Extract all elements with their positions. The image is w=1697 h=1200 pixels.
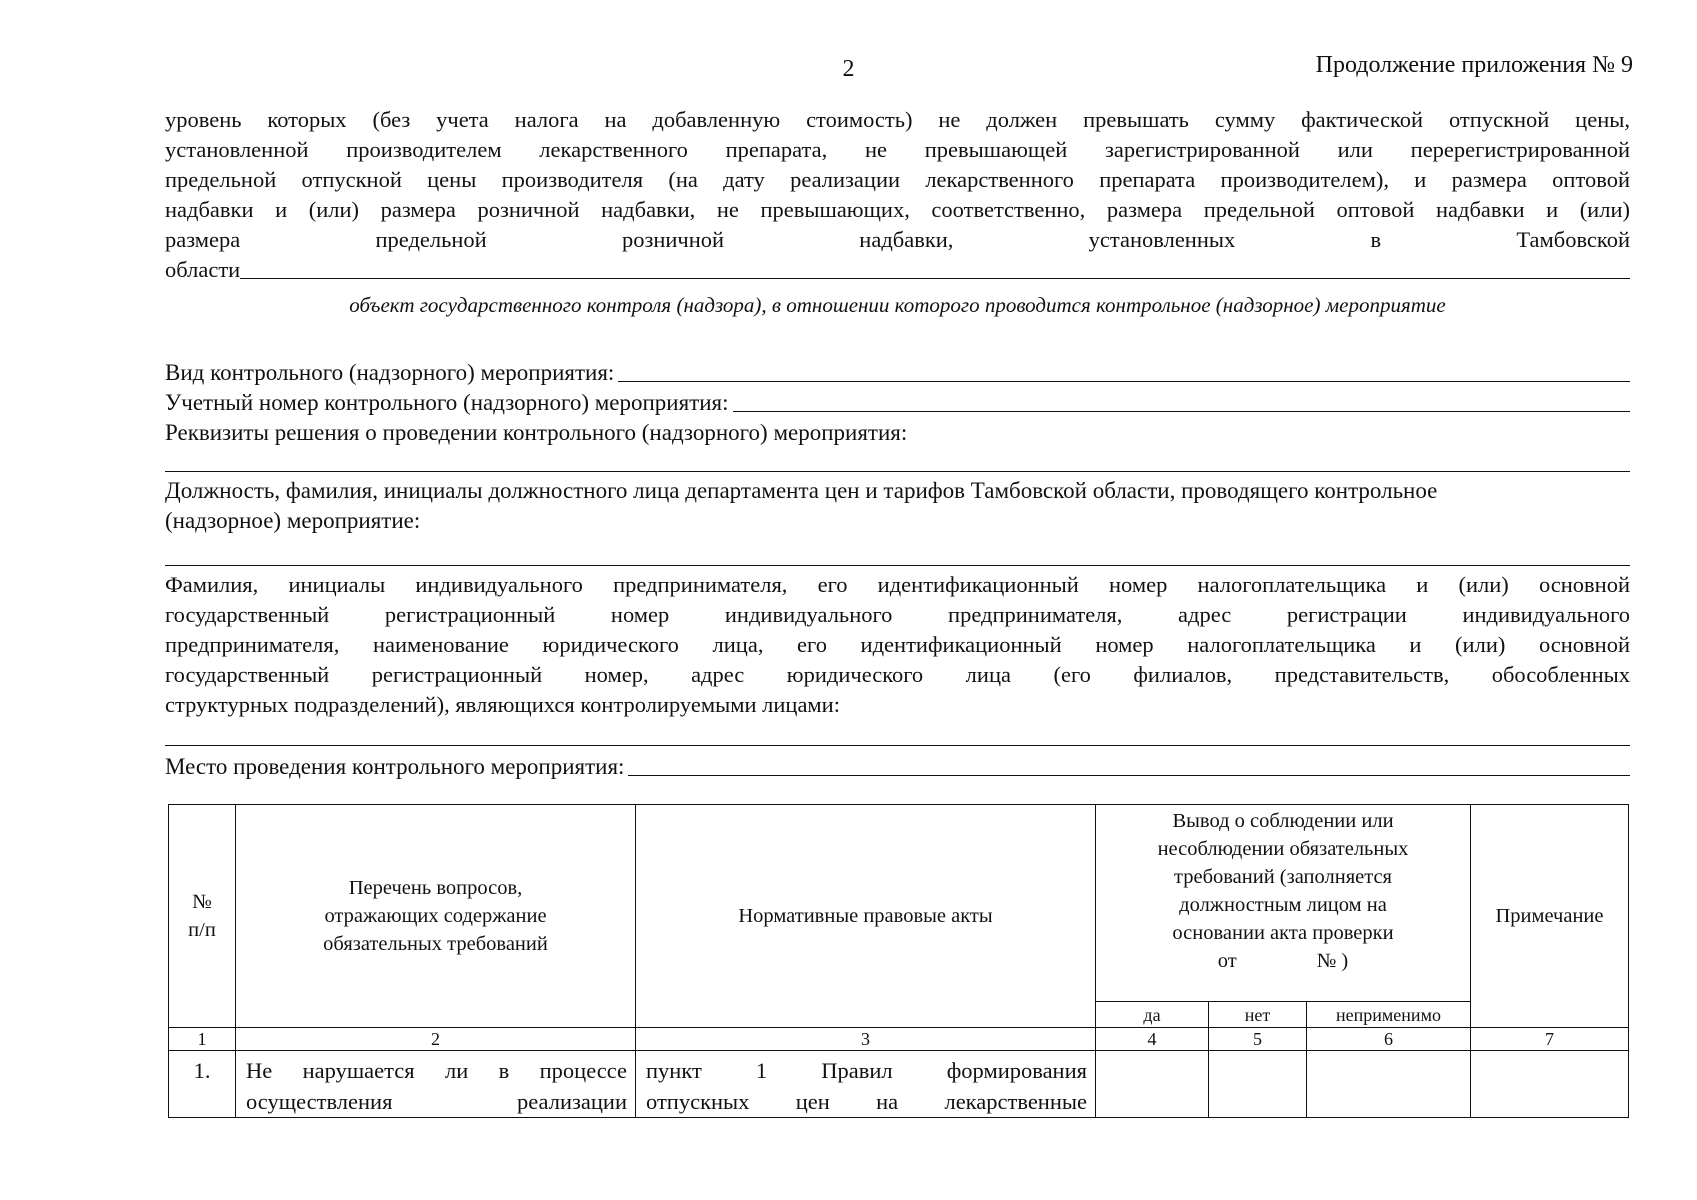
intro-line: установленной производителем лекарственного препарата, не превышающей зарегистрированной или перерегистрированной (165, 137, 1630, 162)
column-number: 4 (1096, 1028, 1209, 1051)
place-field (165, 752, 1630, 782)
header-num (169, 805, 236, 1028)
decision-details-blank[interactable] (165, 471, 1630, 472)
act-date-from: от (1217, 950, 1237, 972)
intro-line: надбавки и (или) размера розничной надбавки, не превышающих, соответственно, размера предельной оптовой надбавки и (или) (165, 197, 1630, 222)
header-yes: да (1096, 1002, 1209, 1028)
event-type-label: Вид контрольного (надзорного) мероприятия: (165, 360, 615, 385)
official-line: (надзорное) мероприятие: (165, 508, 421, 533)
act-date-line (1096, 947, 1470, 975)
controlled-persons-blank[interactable] (165, 745, 1630, 746)
account-number-blank[interactable] (733, 411, 1630, 412)
controlled-persons-line: предпринимателя, наименование юридического лица, его идентификационный номер налогоплательщика и (или) основной (165, 632, 1630, 657)
appendix-label: Продолжение приложения № 9 (1315, 52, 1633, 78)
object-caption: объект государственного контроля (надзора), в отношении которого проводится контрольное (надзорное) мероприятие (349, 293, 1446, 317)
row-acts (636, 1051, 1096, 1118)
column-number: 3 (636, 1028, 1096, 1051)
checklist-table (168, 804, 1629, 1118)
row-acts-line: пункт 1 Правил формирования (646, 1058, 1087, 1083)
controlled-persons-block (165, 570, 1630, 720)
row-number: 1. (169, 1051, 236, 1118)
header-num-text: № п/п (188, 891, 216, 941)
intro-paragraph (165, 105, 1630, 285)
row-no-cell[interactable] (1209, 1051, 1307, 1118)
event-type-field (165, 358, 1630, 388)
header-conclusion-text: Вывод о соблюдении или несоблюдении обязательных требований (заполняется должностным лицом на основании акта проверки (1157, 810, 1409, 944)
page-number: 2 (842, 56, 855, 82)
official-line: Должность, фамилия, инициалы должностного лица департамента цен и тарифов Тамбовской области, проводящего контрольное (165, 478, 1438, 503)
table-row (169, 1051, 1629, 1118)
column-number: 5 (1209, 1028, 1307, 1051)
act-date-number: № ) (1316, 950, 1349, 972)
place-blank[interactable] (628, 775, 1630, 776)
row-question (236, 1051, 636, 1118)
header-note-text: Примечание (1495, 905, 1604, 927)
header-acts-text: Нормативные правовые акты (738, 905, 993, 927)
row-question-line: Не нарушается ли в процессе (246, 1058, 627, 1083)
row-question-line: осуществления реализации (246, 1089, 627, 1114)
row-na-cell[interactable] (1307, 1051, 1471, 1118)
place-label: Место проведения контрольного мероприятия: (165, 754, 625, 779)
region-line (165, 255, 1630, 285)
header-questions (236, 805, 636, 1028)
column-number: 2 (236, 1028, 636, 1051)
official-block (165, 476, 1630, 536)
header-na: неприменимо (1307, 1002, 1471, 1028)
column-number: 6 (1307, 1028, 1471, 1051)
header-questions-text: Перечень вопросов, отражающих содержание обязательных требований (323, 877, 548, 955)
intro-line: предельной отпускной цены производителя (на дату реализации лекарственного препарата производителем), и размера оптовой (165, 167, 1630, 192)
row-note-cell[interactable] (1471, 1051, 1629, 1118)
controlled-persons-line: государственный регистрационный номер индивидуального предпринимателя, адрес регистрации индивидуального (165, 602, 1630, 627)
row-acts-line: отпускных цен на лекарственные (646, 1089, 1087, 1114)
header-conclusion (1096, 805, 1471, 1002)
header-acts (636, 805, 1096, 1028)
column-number: 7 (1471, 1028, 1629, 1051)
controlled-persons-line: Фамилия, инициалы индивидуального предпринимателя, его идентификационный номер налогоплательщика и (или) основной (165, 572, 1630, 597)
controlled-persons-line: государственный регистрационный номер, адрес юридического лица (его филиалов, представительств, обособленных (165, 662, 1630, 687)
column-number: 1 (169, 1028, 236, 1051)
decision-details-label: Реквизиты решения о проведении контрольного (надзорного) мероприятия: (165, 420, 908, 445)
region-label: области (165, 257, 241, 282)
controlled-persons-line: структурных подразделений), являющихся контролируемыми лицами: (165, 692, 840, 717)
official-blank[interactable] (165, 565, 1630, 566)
account-number-field (165, 388, 1630, 418)
intro-line: размера предельной розничной надбавки, установленных в Тамбовской (165, 227, 1630, 252)
event-type-blank[interactable] (618, 381, 1630, 382)
account-number-label: Учетный номер контрольного (надзорного) мероприятия: (165, 390, 729, 415)
intro-line: уровень которых (без учета налога на добавленную стоимость) не должен превышать сумму фактической отпускной цены, (165, 107, 1630, 132)
header-note (1471, 805, 1629, 1028)
row-yes-cell[interactable] (1096, 1051, 1209, 1118)
region-blank[interactable] (240, 278, 1630, 279)
header-no: нет (1209, 1002, 1307, 1028)
